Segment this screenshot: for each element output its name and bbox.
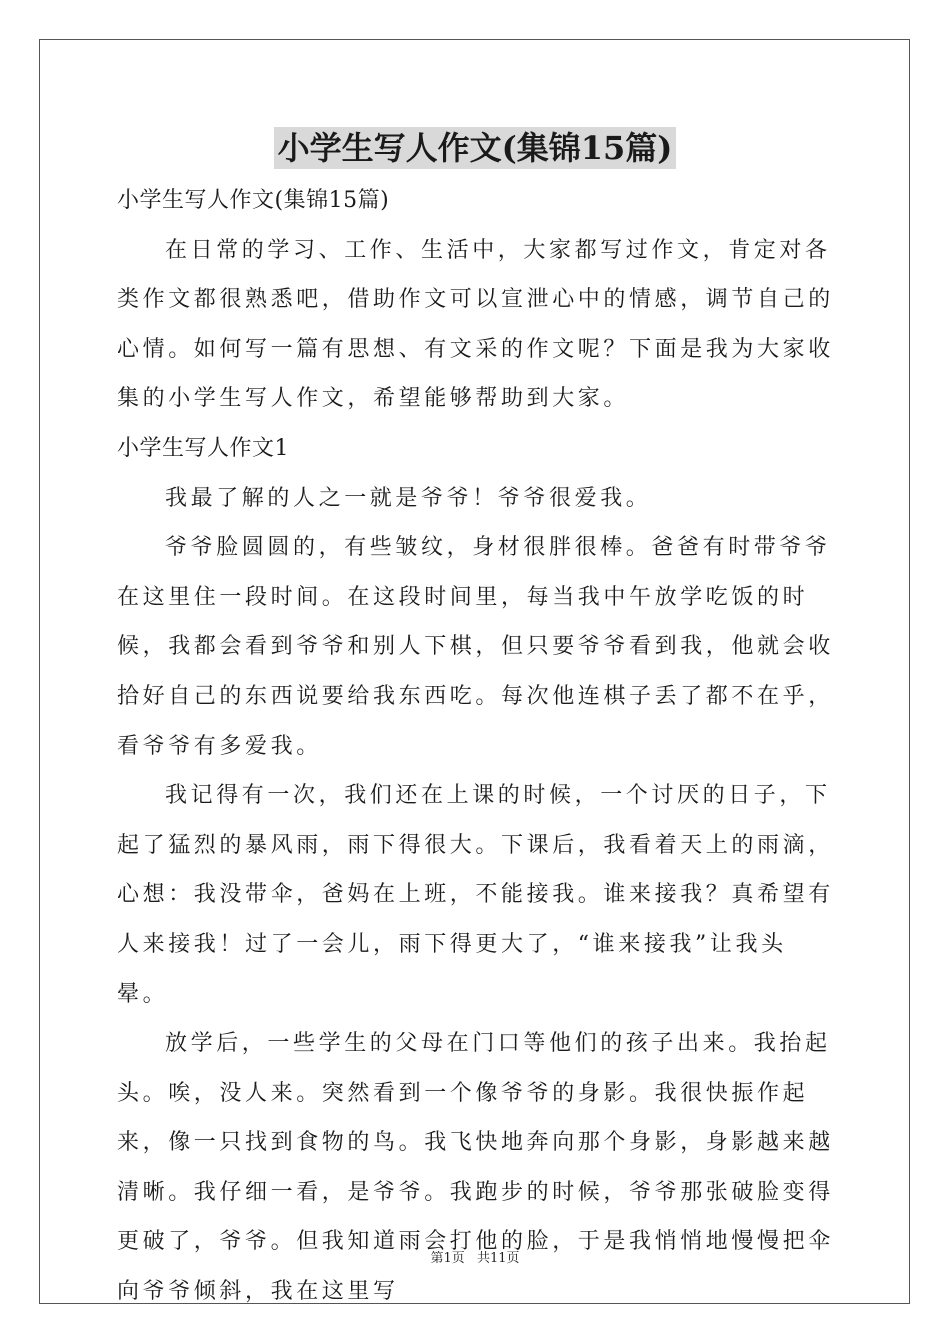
- body-paragraph: 我记得有一次，我们还在上课的时候，一个讨厌的日子，下起了猛烈的暴风雨，雨下得很大。下课后，我看着天上的雨滴，心想：我没带伞，爸妈在上班，不能接我。谁来接我？真希望有人来接我！过了一会儿，雨下得更大了，“谁来接我”让我头晕。: [117, 783, 834, 1007]
- document-body: [117, 176, 837, 1317]
- page-total: 共11页: [476, 1251, 520, 1266]
- page-number: 第1页: [430, 1251, 465, 1266]
- body-paragraph: 爷爷脸圆圆的，有些皱纹，身材很胖很棒。爸爸有时带爷爷在这里住一段时间。在这段时间里，每当我中午放学吃饭的时候，我都会看到爷爷和别人下棋，但只要爷爷看到我，他就会收拾好自己的东西说要给我东西吃。每次他连棋子丢了都不在乎，看爷爷有多爱我。: [117, 535, 834, 759]
- title-container: [0, 127, 950, 169]
- intro-paragraph: 在日常的学习、工作、生活中，大家都写过作文，肯定对各类作文都很熟悉吧，借助作文可以宣泄心中的情感，调节自己的心情。如何写一篇有思想、有文采的作文呢？下面是我为大家收集的小学生写人作文，希望能够帮助到大家。: [117, 237, 834, 412]
- document-subtitle: 小学生写人作文(集锦15篇): [117, 188, 390, 213]
- page-footer: [0, 1247, 950, 1266]
- body-paragraph: 我最了解的人之一就是爷爷！爷爷很爱我。: [165, 485, 652, 511]
- body-paragraph: 放学后，一些学生的父母在门口等他们的孩子出来。我抬起头。唉，没人来。突然看到一个像爷爷的身影。我很快振作起来，像一只找到食物的鸟。我飞快地奔向那个身影，身影越来越清晰。我仔细一看，是爷爷。我跑步的时候，爷爷那张破脸变得更破了，爷爷。但我知道雨会打他的脸，于是我悄悄地慢慢把伞向爷爷倾斜，我在这里写: [117, 1031, 834, 1305]
- document-title: 小学生写人作文(集锦15篇): [274, 127, 677, 169]
- section-heading: 小学生写人作文1: [117, 435, 289, 461]
